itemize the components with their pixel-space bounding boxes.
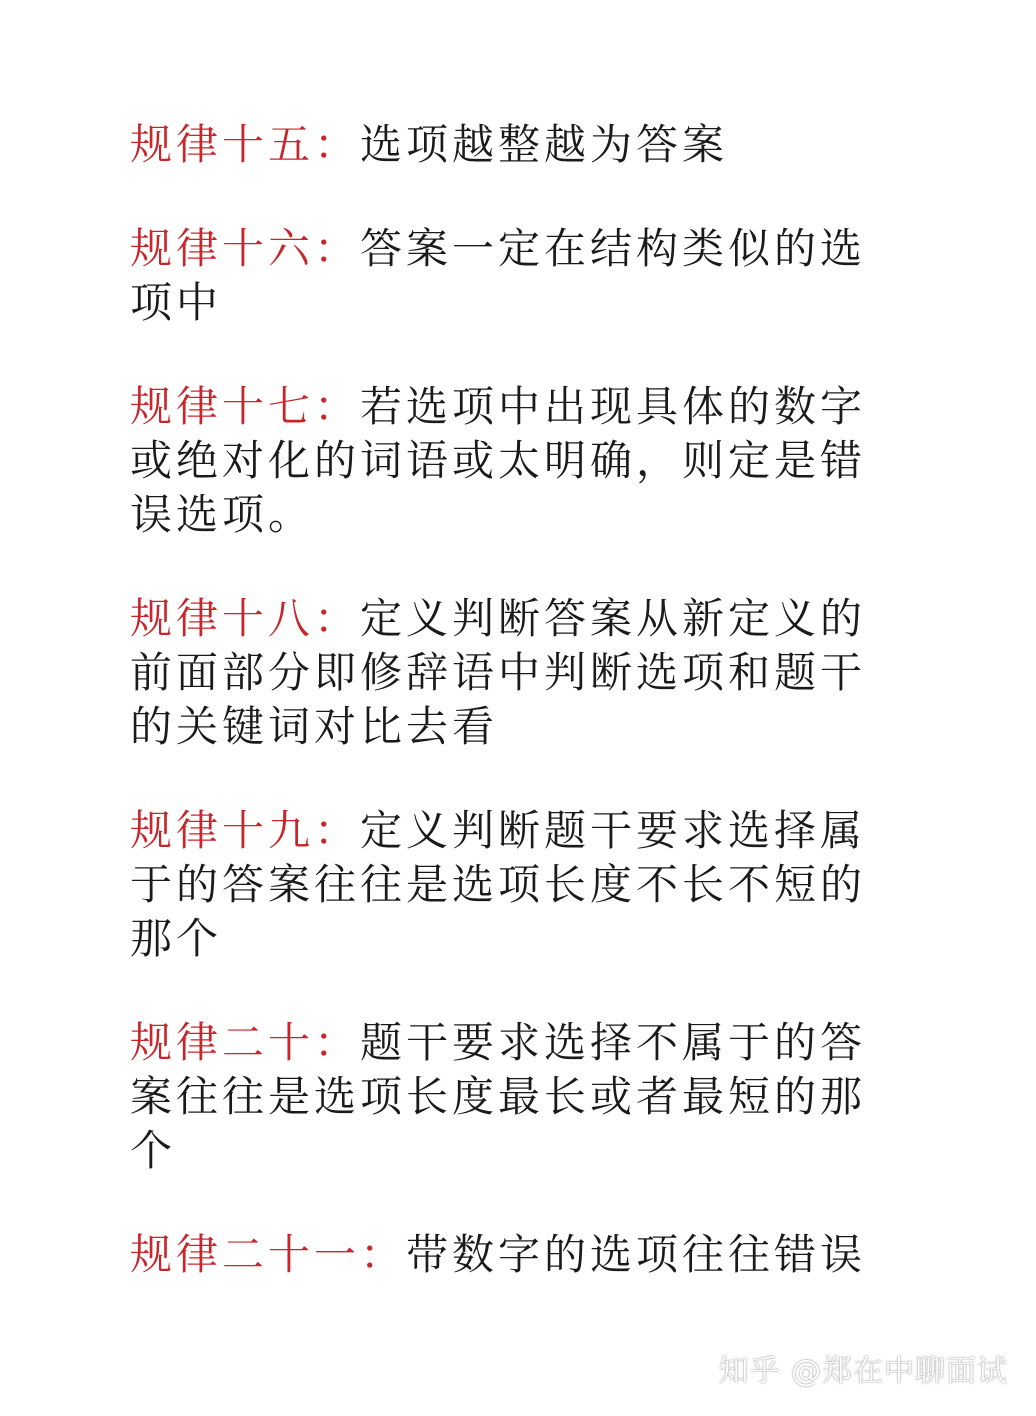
rule-18 (130, 592, 870, 754)
rule-16 (130, 222, 870, 330)
rules-list (130, 118, 870, 1332)
rule-label: 规律十七： (130, 382, 361, 431)
rule-text: 定义判断题干要求选择属于的答案往往是选项长度不长不短的那个 (130, 806, 867, 963)
rule-text: 若选项中出现具体的数字或绝对化的词语或太明确，则定是错误选项。 (130, 382, 867, 539)
watermark: 知乎 @郑在中聊面试 (718, 1354, 1008, 1389)
rule-19 (130, 804, 870, 966)
rule-label: 规律十六： (130, 224, 361, 273)
rule-21 (130, 1228, 870, 1282)
rule-text: 题干要求选择不属于的答案往往是选项长度最长或者最短的那个 (130, 1018, 867, 1175)
rule-15 (130, 118, 870, 172)
rule-text: 带数字的选项往往错误 (406, 1230, 867, 1279)
rule-label: 规律二十一： (130, 1230, 407, 1279)
rule-text: 选项越整越为答案 (360, 120, 729, 169)
rule-text: 定义判断答案从新定义的前面部分即修辞语中判断选项和题干的关键词对比去看 (130, 594, 867, 751)
rule-label: 规律十九： (130, 806, 361, 855)
rule-label: 规律十五： (130, 120, 361, 169)
rule-17 (130, 380, 870, 542)
rule-label: 规律二十： (130, 1018, 361, 1067)
rule-label: 规律十八： (130, 594, 361, 643)
rule-text: 答案一定在结构类似的选项中 (130, 224, 867, 327)
rule-20 (130, 1016, 870, 1178)
